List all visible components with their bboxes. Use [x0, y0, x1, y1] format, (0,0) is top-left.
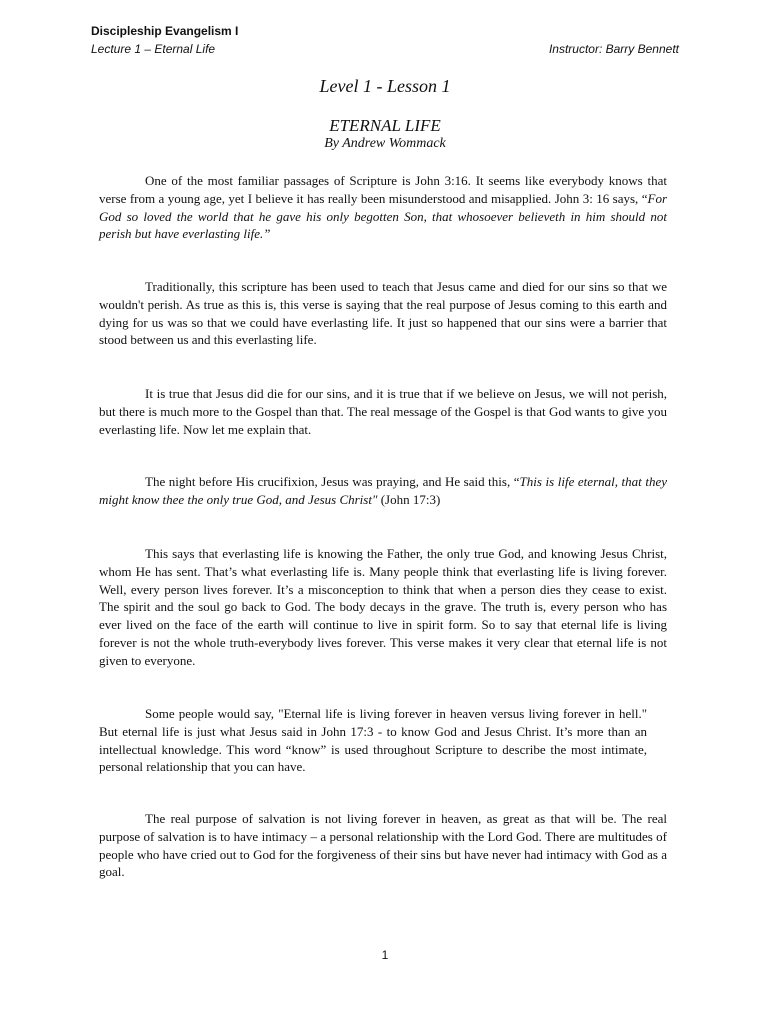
- document-title: ETERNAL LIFE: [329, 116, 441, 135]
- scripture-quote: For God so loved the world that he gave his only begotten Son, that whosoever believeth in him should not perish but have everlasting life.”: [99, 190, 667, 242]
- paragraph: [99, 473, 667, 509]
- course-title: Discipleship Evangelism I: [91, 24, 239, 38]
- paragraph: [99, 385, 667, 438]
- scripture-reference: (John 17:3): [377, 491, 441, 507]
- paragraph-text: Traditionally, this scripture has been used to teach that Jesus came and died for our sins so that we wouldn't perish. As true as this is, this verse is saying that the real purpose of Jesus coming to this earth and dying for us was so that we could have everlasting life. It just so happened that our sins were a barrier that stood between us and this everlasting life.: [99, 279, 667, 348]
- lecture-title: Lecture 1 – Eternal Life: [91, 42, 216, 56]
- paragraph: [99, 278, 667, 349]
- paragraph: [99, 172, 667, 243]
- scripture-quote: This is life eternal, that they might know thee the only true God, and Jesus Christ": [99, 474, 667, 507]
- author-byline: By Andrew Wommack: [324, 136, 446, 151]
- paragraph-text: It is true that Jesus did die for our sins, and it is true that if we believe on Jesus, we will not perish, but there is much more to the Gospel than that. The real message of the Gospel is that God wants to give you everlasting life. Now let me explain that.: [99, 386, 667, 437]
- paragraph-text: The night before His crucifixion, Jesus was praying, and He said this, “: [145, 474, 520, 489]
- paragraph-text: The real purpose of salvation is not living forever in heaven, as great as that will be. The real purpose of salvation is to have intimacy – a personal relationship with the Lord God. There are multitudes of people who have cried out to God for the forgiveness of their sins but have never had intimacy with God as a goal.: [99, 811, 667, 880]
- paragraph-text: One of the most familiar passages of Scripture is John 3:16. It seems like everybody knows that verse from a young age, yet I believe it has really been misunderstood and misapplied. John 3: 16 says, “: [99, 173, 667, 206]
- paragraph: [99, 545, 667, 670]
- paragraph: [99, 705, 647, 776]
- lesson-level: Level 1 - Lesson 1: [319, 76, 451, 96]
- paragraph-text: This says that everlasting life is knowing the Father, the only true God, and knowing Jesus Christ, whom He has sent. That’s what everlasting life is. Many people think that everlasting life is living forever. Well, every person lives forever. It’s a misconception to think that when a person dies they cease to exist. The spirit and the soul go back to God. The body decays in the grave. The truth is, every person who has ever lived on the face of the earth will continue to live in spirit form. So to say that eternal life is living forever is not the whole truth-everybody lives forever. This verse makes it very clear that eternal life is not given to everyone.: [99, 546, 667, 668]
- instructor-name: Instructor: Barry Bennett: [548, 42, 679, 56]
- page-number: 1: [381, 948, 389, 962]
- paragraph: [99, 810, 667, 881]
- paragraph-text: Some people would say, "Eternal life is living forever in heaven versus living forever in hell." But eternal life is just what Jesus said in John 17:3 - to know God and Jesus Christ. It’s more than an intellectual knowledge. This word “know” is used throughout Scripture to describe the most intimate, personal relationship that you can have.: [99, 706, 647, 775]
